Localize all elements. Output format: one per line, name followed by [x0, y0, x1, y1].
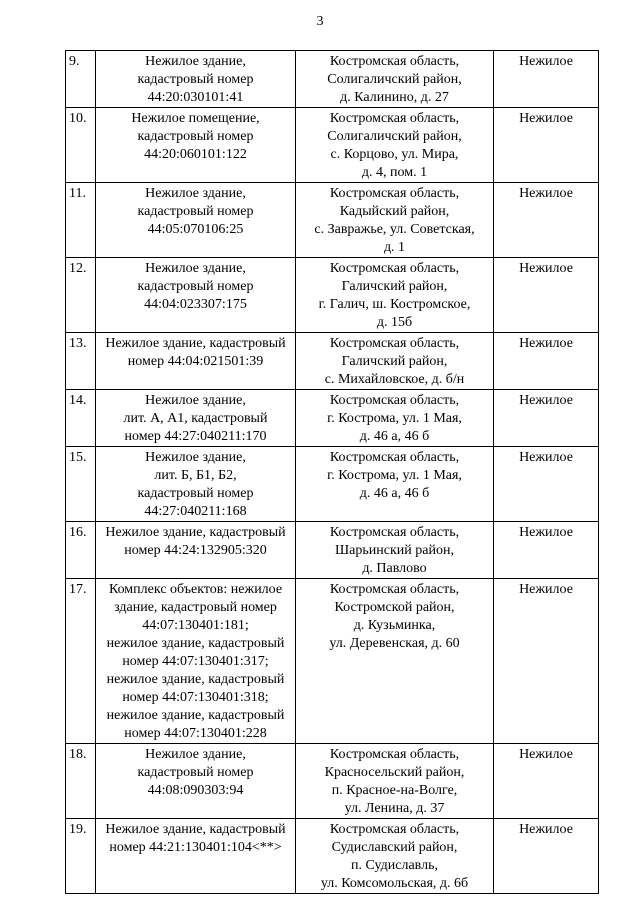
property-type-cell: Нежилое — [494, 819, 599, 894]
object-description-line: лит. Б, Б1, Б2, — [154, 468, 237, 483]
address-cell — [296, 744, 494, 819]
object-description-cell — [96, 108, 296, 183]
object-description-line: Нежилое здание, — [145, 747, 246, 762]
address-line: г. Кострома, ул. 1 Мая, — [327, 468, 462, 483]
object-description-line: нежилое здание, кадастровый — [106, 708, 285, 723]
address-line: п. Красное-на-Волге, — [331, 783, 458, 798]
address-line: Костромская область, — [329, 582, 460, 597]
address-line: Костромская область, — [329, 261, 460, 276]
row-number-cell: 18. — [66, 744, 96, 819]
object-description-line: здание, кадастровый номер — [114, 600, 277, 615]
object-description-line: номер 44:21:130401:104<**> — [109, 840, 282, 855]
object-description-line: номер 44:27:040211:170 — [124, 429, 267, 444]
object-description-line: нежилое здание, кадастровый — [106, 636, 285, 651]
object-description-line: кадастровый номер — [137, 279, 254, 294]
row-number-cell: 15. — [66, 447, 96, 522]
object-description-line: Нежилое здание, кадастровый — [105, 525, 286, 540]
address-line: п. Судиславль, — [351, 858, 438, 873]
table-row — [66, 744, 599, 819]
address-line: с. Завражье, ул. Советская, — [314, 222, 475, 237]
address-line: д. 46 а, 46 б — [359, 429, 430, 444]
object-description-line: 44:20:030101:41 — [147, 90, 244, 105]
object-description-cell — [96, 183, 296, 258]
address-line: Костромская область, — [329, 336, 460, 351]
table-row — [66, 108, 599, 183]
object-description-line: 44:04:023307:175 — [144, 297, 247, 312]
address-line: Костромской район, — [334, 600, 455, 615]
address-line: Шарьинский район, — [335, 543, 454, 558]
address-line: Костромская область, — [329, 525, 460, 540]
address-line: ул. Комсомольская, д. 6б — [320, 876, 469, 891]
address-cell — [296, 579, 494, 744]
object-description-line: номер 44:07:130401:228 — [124, 726, 267, 741]
object-description-line: 44:05:070106:25 — [147, 222, 244, 237]
object-description-line: Нежилое здание, — [145, 450, 246, 465]
table-body — [66, 51, 599, 894]
address-line: г. Галич, ш. Костромское, — [318, 297, 471, 312]
object-description-line: 44:27:040211:168 — [144, 504, 247, 519]
object-description-line: номер 44:04:021501:39 — [127, 354, 264, 369]
object-description-line: Комплекс объектов: нежилое — [108, 582, 283, 597]
address-line: Солигаличский район, — [327, 129, 462, 144]
object-description-line: Нежилое здание, — [145, 261, 246, 276]
address-line: д. 15б — [376, 315, 413, 330]
table-row — [66, 333, 599, 390]
row-number-cell: 13. — [66, 333, 96, 390]
object-description-cell — [96, 51, 296, 108]
address-line: ул. Ленина, д. 37 — [344, 801, 445, 816]
property-table — [65, 50, 599, 894]
property-type-cell: Нежилое — [494, 258, 599, 333]
table-row — [66, 579, 599, 744]
table-row — [66, 51, 599, 108]
address-line: Красносельский район, — [324, 765, 465, 780]
address-cell — [296, 108, 494, 183]
object-description-line: Нежилое здание, — [145, 186, 246, 201]
address-cell — [296, 390, 494, 447]
address-cell — [296, 333, 494, 390]
address-line: Костромская область, — [329, 54, 460, 69]
address-line: Галичский район, — [341, 279, 448, 294]
table-row — [66, 183, 599, 258]
property-type-cell: Нежилое — [494, 108, 599, 183]
object-description-line: номер 44:07:130401:317; — [122, 654, 269, 669]
property-type-cell: Нежилое — [494, 333, 599, 390]
address-cell — [296, 258, 494, 333]
table-row — [66, 258, 599, 333]
table-row — [66, 447, 599, 522]
table-row — [66, 819, 599, 894]
object-description-line: кадастровый номер — [137, 486, 254, 501]
object-description-line: 44:08:090303:94 — [147, 783, 244, 798]
address-line: Костромская область, — [329, 822, 460, 837]
object-description-line: кадастровый номер — [137, 129, 254, 144]
table-row — [66, 522, 599, 579]
address-line: д. Калинино, д. 27 — [340, 90, 449, 105]
address-line: д. 46 а, 46 б — [359, 486, 430, 501]
address-line: Костромская область, — [329, 111, 460, 126]
address-line: д. Павлово — [362, 561, 427, 576]
object-description-line: Нежилое здание, кадастровый — [105, 822, 286, 837]
object-description-line: Нежилое здание, — [145, 54, 246, 69]
address-line: д. 1 — [383, 240, 406, 255]
address-cell — [296, 447, 494, 522]
address-line: д. 4, пом. 1 — [361, 165, 428, 180]
object-description-cell — [96, 579, 296, 744]
row-number-cell: 14. — [66, 390, 96, 447]
object-description-line: кадастровый номер — [137, 765, 254, 780]
object-description-cell — [96, 819, 296, 894]
address-line: с. Корцово, ул. Мира, — [330, 147, 459, 162]
row-number-cell: 9. — [66, 51, 96, 108]
address-cell — [296, 819, 494, 894]
object-description-line: кадастровый номер — [137, 72, 254, 87]
row-number-cell: 19. — [66, 819, 96, 894]
property-type-cell: Нежилое — [494, 447, 599, 522]
object-description-line: Нежилое здание, — [145, 393, 246, 408]
row-number-cell: 10. — [66, 108, 96, 183]
address-line: с. Михайловское, д. б/н — [324, 372, 465, 387]
address-line: Костромская область, — [329, 450, 460, 465]
address-line: г. Кострома, ул. 1 Мая, — [327, 411, 462, 426]
property-type-cell: Нежилое — [494, 390, 599, 447]
page-number: 3 — [316, 14, 324, 29]
table-row — [66, 390, 599, 447]
object-description-line: нежилое здание, кадастровый — [106, 672, 285, 687]
object-description-cell — [96, 522, 296, 579]
address-cell — [296, 522, 494, 579]
address-line: ул. Деревенская, д. 60 — [329, 636, 460, 651]
object-description-line: Нежилое здание, кадастровый — [105, 336, 286, 351]
object-description-cell — [96, 447, 296, 522]
property-type-cell: Нежилое — [494, 51, 599, 108]
object-description-cell — [96, 333, 296, 390]
address-line: Костромская область, — [329, 393, 460, 408]
object-description-line: лит. А, А1, кадастровый — [123, 411, 268, 426]
address-line: Галичский район, — [341, 354, 448, 369]
address-cell — [296, 183, 494, 258]
address-line: Костромская область, — [329, 186, 460, 201]
property-type-cell: Нежилое — [494, 579, 599, 744]
object-description-line: номер 44:24:132905:320 — [124, 543, 267, 558]
property-type-cell: Нежилое — [494, 183, 599, 258]
object-description-line: 44:20:060101:122 — [144, 147, 247, 162]
address-cell — [296, 51, 494, 108]
address-line: Кадыйский район, — [339, 204, 450, 219]
row-number-cell: 11. — [66, 183, 96, 258]
object-description-line: 44:07:130401:181; — [142, 618, 249, 633]
object-description-cell — [96, 258, 296, 333]
address-line: Судиславский район, — [331, 840, 458, 855]
address-line: Солигаличский район, — [327, 72, 462, 87]
row-number-cell: 16. — [66, 522, 96, 579]
row-number-cell: 12. — [66, 258, 96, 333]
property-type-cell: Нежилое — [494, 522, 599, 579]
row-number-cell: 17. — [66, 579, 96, 744]
object-description-line: Нежилое помещение, — [131, 111, 260, 126]
address-line: д. Кузьминка, — [353, 618, 436, 633]
object-description-cell — [96, 390, 296, 447]
property-type-cell: Нежилое — [494, 744, 599, 819]
object-description-line: кадастровый номер — [137, 204, 254, 219]
address-line: Костромская область, — [329, 747, 460, 762]
object-description-line: номер 44:07:130401:318; — [122, 690, 269, 705]
object-description-cell — [96, 744, 296, 819]
